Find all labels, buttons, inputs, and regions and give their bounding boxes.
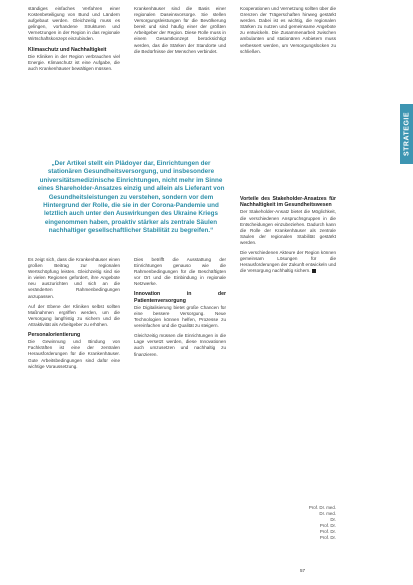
author-name: Dr. med. <box>319 511 336 517</box>
author-name: Prof. Dr. <box>319 529 336 535</box>
pull-quote: „Der Artikel stellt ein Plädoyer dar, Einrichtungen der stationären Gesundheitsversorgung, und insbesondere universitätsmedizinische Einrichtungen, nicht mehr im Sinne eines Shareholder-Ansatzes einzig und allein als Lieferant von Gesundheitsleistungen zu verstehen, sondern vor dem Hintergrund der Rolle, die sie in der Corona-Pandemie und letztlich auch unter den Auswirkungen des Ukraine Kriegs eingenommen haben, proaktiv stärker als zentrale Säulen nachhaltiger gesellschaftlicher Stabilität zu begreifen.“ <box>37 160 225 235</box>
paragraph: Auf der Ebene der Kliniken selbst sollten Maßnahmen ergriffen werden, um die Versorgung langfristig zu sichern und die Attraktivität als Arbeitgeber zu erhöhen. <box>28 303 120 327</box>
article-column-2-top <box>134 6 226 59</box>
section-heading: Vorteile des Stakeholder-Ansatzes für Nachhaltigkeit im Gesundheitswesen <box>240 196 336 209</box>
paragraph: Es zeigt sich, dass die Krankenhäuser einen großen Beitrag zur regionalen Wertschöpfung leisten. Gleichzeitig sind sie in vielen Regionen gefordert, ihre Angebote neu auszurichten und sich an die veränderten Rahmenbedingungen anzupassen. <box>28 257 120 299</box>
section-tab <box>400 104 413 164</box>
paragraph: ständiges einfaches Verfahren einer Kostenbeteiligung von Bund und Ländern aufgebaut werden. Gleichzeitig muss es gelingen, vorhandene Strukturen und Vernetzungen in der Region in das regionale Wirtschaftskonzept einzubinden. <box>28 6 120 42</box>
section-heading: Innovation in der Patientenversorgung <box>134 291 226 304</box>
article-column-1-bottom <box>28 257 120 374</box>
author-name: Prof. Dr. <box>319 535 336 541</box>
paragraph: Der Stakeholder-Ansatz bietet die Möglichkeit, die verschiedenen Anspruchsgruppen in die Entscheidungen einzubeziehen. Dadurch kann die Rolle der Krankenhäuser als zentrale Säulen der regionalen Stabilität gestärkt werden. <box>240 209 336 245</box>
author-name: Dr. <box>330 517 336 523</box>
paragraph: Gleichzeitig müssen die Einrichtungen in die Lage versetzt werden, diese Innovationen auch umzusetzen und nachhaltig zu finanzieren. <box>134 333 226 357</box>
end-of-article-mark <box>312 269 316 273</box>
paragraph: Krankenhäuser sind die Basis einer regionalen Daseinsvorsorge. Sie stellen Versorgungsleistungen für die Bevölkerung bereit und sind häufig einer der größten Arbeitgeber der Region. Diese Rolle muss in einem Gesamtkonzept berücksichtigt werden, das die Stärken der Standorte und die Bedürfnisse der Menschen verbindet. <box>134 6 226 54</box>
paragraph: Die Kliniken in der Region verbrauchen viel Energie. Klimaschutz ist eine Aufgabe, die auch Krankenhäuser bewältigen müssen. <box>28 53 120 71</box>
section-heading: Personalorientierung <box>28 332 81 339</box>
section-tab-label: STRATEGIE <box>403 111 410 157</box>
article-column-3-bottom <box>240 196 336 278</box>
article-column-2-bottom <box>134 257 226 362</box>
paragraph-text: Die verschiedenen Akteure der Region können gemeinsam Lösungen für die Herausforderungen der Zukunft entwickeln und die Versorgung nachhaltig sichern. <box>240 249 336 274</box>
paragraph <box>240 250 336 274</box>
section-heading: Klimaschutz und Nachhaltigkeit <box>28 46 107 53</box>
author-name: Prof. Dr. <box>319 523 336 529</box>
page-footer <box>296 568 305 573</box>
paragraph: Die Digitalisierung bietet große Chancen für eine bessere Versorgung. Neue Technologien können helfen, Prozesse zu vereinfachen und die Qualität zu steigern. <box>134 304 226 329</box>
page-number: 57 <box>300 568 306 573</box>
paragraph: Dies betrifft die Ausstattung der Einrichtungen genauso wie die Rahmenbedingungen für die Beschäftigten vor Ort und die Einbindung in regionale Netzwerke. <box>134 257 226 287</box>
article-column-1-top <box>28 6 120 76</box>
article-column-3-top <box>240 6 336 59</box>
author-list <box>262 505 336 542</box>
paragraph: Die Gewinnung und Bindung von Fachkräften ist eine der zentralen Herausforderungen für die Krankenhäuser. Gute Arbeitsbedingungen sind dafür eine wichtige Voraussetzung. <box>28 339 120 369</box>
paragraph: Kooperationen und Vernetzung sollten über die Grenzen der Trägerschaften hinweg gestärkt werden. Dabei ist es wichtig, die regionalen Stärken zu nutzen und gemeinsame Angebote zu entwickeln. Die Zusammenarbeit zwischen ambulanten und stationären Anbietern muss verbessert werden, um Versorgungslücken zu schließen. <box>240 6 336 54</box>
author-name: Prof. Dr. med. <box>308 505 336 510</box>
